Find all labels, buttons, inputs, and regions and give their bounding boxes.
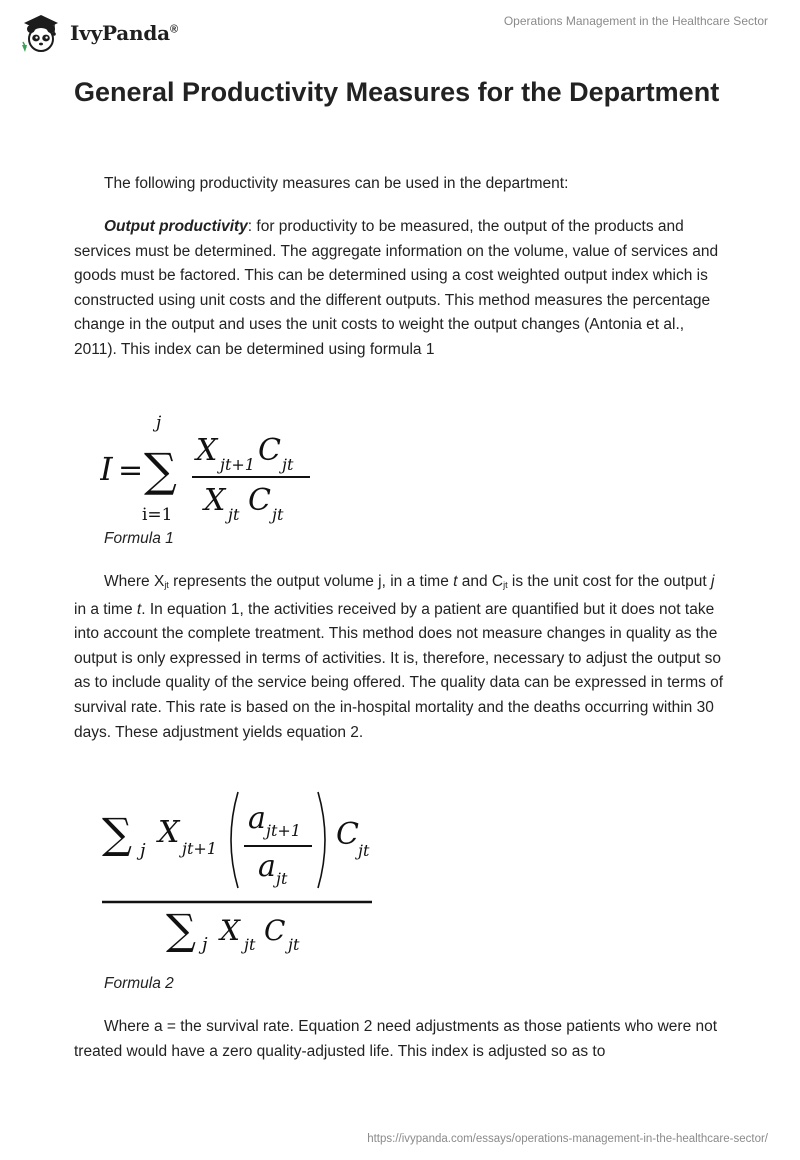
svg-text:a: a <box>258 849 276 884</box>
formula-2-caption: Formula 2 <box>104 975 174 992</box>
svg-text:X: X <box>204 483 226 518</box>
svg-text:j: j <box>156 413 162 433</box>
section-heading: General Productivity Measures for the Department <box>74 77 720 107</box>
svg-text:∑: ∑ <box>166 905 196 954</box>
svg-text:jt: jt <box>272 505 284 524</box>
term-output-productivity: Output productivity <box>104 218 248 235</box>
svg-text:jt: jt <box>276 869 288 888</box>
panda-graduate-icon <box>18 12 64 54</box>
svg-text:C: C <box>258 433 281 468</box>
svg-text:j: j <box>202 934 208 954</box>
brand-name: IvyPanda® <box>70 21 178 45</box>
svg-text:j: j <box>140 840 146 861</box>
svg-text:jt+1: jt+1 <box>266 821 301 840</box>
svg-text:jt: jt <box>282 455 294 474</box>
formula-1-caption: Formula 1 <box>104 530 174 547</box>
svg-text:C: C <box>336 817 359 852</box>
svg-text:jt: jt <box>244 935 256 954</box>
document-title: Operations Management in the Healthcare Sector <box>503 14 768 28</box>
page-header <box>0 0 800 60</box>
svg-text:a: a <box>248 801 266 836</box>
svg-text:jt: jt <box>228 505 240 524</box>
svg-text:X: X <box>158 815 180 850</box>
svg-text:C: C <box>248 483 271 518</box>
svg-text:X: X <box>220 914 240 947</box>
svg-text:C: C <box>264 914 286 947</box>
brand-logo[interactable] <box>18 12 178 54</box>
svg-text:I: I <box>100 450 113 488</box>
svg-text:jt+1: jt+1 <box>182 839 217 858</box>
article-body <box>74 72 724 1060</box>
svg-text:∑: ∑ <box>102 809 132 858</box>
svg-text:i=1: i=1 <box>142 505 173 525</box>
svg-text:jt+1: jt+1 <box>220 455 255 474</box>
survival-rate-paragraph: Where a = the survival rate. Equation 2 need adjustments as those patients who were not treated would have a zero quality-adjusted life. This index is adjusted so as to <box>74 1018 718 1060</box>
svg-text:=: = <box>118 453 144 488</box>
formula-2 <box>100 784 400 954</box>
source-url[interactable]: https://ivypanda.com/essays/operations-management-in-the-healthcare-sector/ <box>367 1133 768 1145</box>
svg-text:jt: jt <box>288 935 300 954</box>
formula-1 <box>100 410 330 530</box>
output-productivity-paragraph: Output productivity: for productivity to be measured, the output of the products and services must be determined. The aggregate information on the volume, value of services and goods must be factored. This can be determined using a cost weighted output index which is constructed using unit costs and the different outputs. This method measures the percentage change in the output and uses the unit costs to weight the output changes (Antonia et al., 2011). This index can be determined using formula 1 <box>74 218 719 358</box>
intro-paragraph: The following productivity measures can be used in the department: <box>104 175 569 192</box>
formula-explanation-paragraph: Where $X_{jt}$ represents the output volume j, in a time t and $C_{jt}$ is the unit cost for the output j in a time t. In equation 1, the activities received by a patient are quantified but it does not take into account the complete treatment. This method does not measure changes in quality as the output is only expressed in terms of activities. It is, therefore, necessary to adjust the output so as to include quality of the service being offered. The quality data can be expressed in terms of survival rate. This rate is based on the in-hospital mortality and the deaths occurring within 30 days. These adjustment yields equation 2. <box>74 573 724 741</box>
svg-text:jt: jt <box>358 841 370 860</box>
left-paren <box>231 792 238 888</box>
svg-text:∑: ∑ <box>144 443 177 497</box>
right-paren <box>318 792 325 888</box>
svg-text:X: X <box>196 433 218 468</box>
